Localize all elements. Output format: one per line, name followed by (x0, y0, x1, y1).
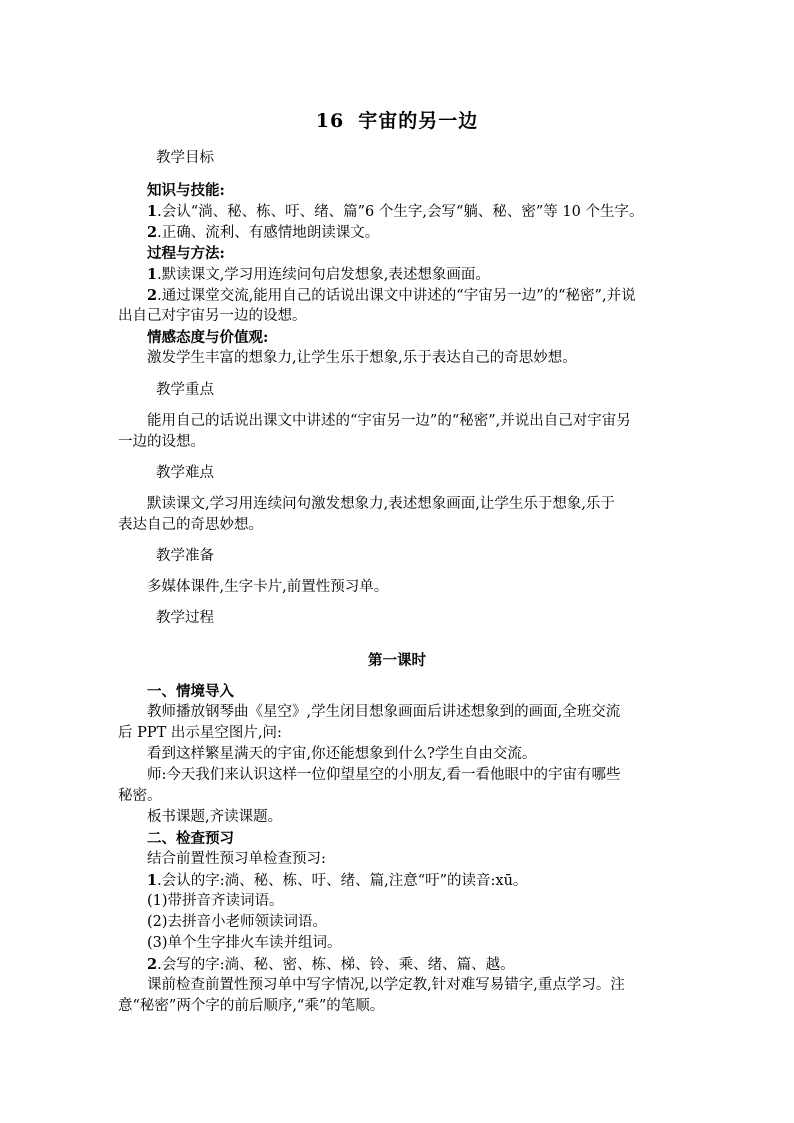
section-2-sub-b: (2)去拼音小老师领读词语。 (147, 914, 328, 930)
title-text: 宇宙的另一边 (358, 110, 479, 132)
process-item-1 (147, 264, 688, 286)
section-1-line: 板书课题,齐读课题。 (147, 809, 283, 825)
item-text: .会认“淌、秘、栋、吁、绪、篇”6 个生字,会写“躺、秘、密”等 10 个生字。 (157, 204, 644, 220)
page-title (0, 106, 794, 133)
heading-preparation: 教学准备 (156, 548, 214, 564)
knowledge-item-1 (147, 201, 688, 223)
item-text: .默读课文,学习用连续问句启发想象,表述想象画面。 (157, 267, 490, 283)
section-1-line: 看到这样繁星满天的宇宙,你还能想象到什么?学生自由交流。 (147, 746, 537, 762)
item-text: .通过课堂交流,能用自己的话说出课文中讲述的“宇宙另一边”的“秘密”,并说 (157, 288, 636, 304)
item-text: .会认的字:淌、秘、栋、吁、绪、篇,注意“吁”的读音:xū。 (157, 873, 528, 889)
emotion-text: 激发学生丰富的想象力,让学生乐于想象,乐于表达自己的奇思妙想。 (147, 350, 577, 366)
item-text: .正确、流利、有感情地朗读课文。 (157, 225, 380, 241)
item-number: 1 (147, 872, 158, 889)
section-1-line: 秘密。 (118, 788, 162, 804)
heading-process: 教学过程 (156, 610, 214, 626)
item-text: .会写的字:淌、秘、密、栋、梯、铃、乘、绪、篇、越。 (157, 957, 515, 973)
section-1-line: 后 PPT 出示星空图片,问: (118, 725, 282, 741)
section-1-line: 师:今天我们来认识这样一位仰望星空的小朋友,看一看他眼中的宇宙有哪些 (147, 767, 621, 783)
item-number: 2 (147, 287, 158, 304)
knowledge-item-2 (147, 222, 688, 244)
key-text-cont: 一边的设想。 (118, 434, 205, 450)
process-item-2 (147, 285, 688, 307)
section-2-sub-a: (1)带拼音齐读词语。 (147, 893, 284, 909)
section-2-line: 结合前置性预习单检查预习: (147, 851, 326, 867)
section-2-sub-c: (3)单个生字排火车读并组词。 (147, 935, 342, 951)
preparation-text: 多媒体课件,生字卡片,前置性预习单。 (147, 579, 389, 595)
emotion-label: 情感态度与价值观: (147, 329, 269, 346)
section-2-heading: 二、检查预习 (147, 830, 234, 847)
process-label: 过程与方法: (147, 245, 225, 262)
section-2-item-2 (147, 954, 688, 976)
process-item-2-cont: 出自己对宇宙另一边的设想。 (118, 308, 307, 324)
difficult-text: 默读课文,学习用连续问句激发想象力,表述想象画面,让学生乐于想象,乐于 (147, 496, 615, 512)
key-text: 能用自己的话说出课文中讲述的“宇宙另一边”的“秘密”,并说出自己对宇宙另 (147, 413, 631, 429)
section-2-item-1 (147, 870, 688, 892)
difficult-text-cont: 表达自己的奇思妙想。 (118, 517, 263, 533)
section-2-line: 课前检查前置性预习单中写字情况,以学定教,针对难写易错字,重点学习。注 (147, 977, 625, 993)
section-1-heading: 一、情境导入 (147, 683, 234, 700)
heading-key-points: 教学重点 (156, 382, 214, 398)
item-number: 1 (147, 203, 158, 220)
item-number: 1 (147, 266, 158, 283)
section-1-line: 教师播放钢琴曲《星空》,学生闭目想象画面后讲述想象到的画面,全班交流 (147, 704, 621, 720)
heading-objectives: 教学目标 (156, 150, 214, 166)
heading-difficult-points: 教学难点 (156, 465, 214, 481)
title-number: 16 (315, 110, 345, 132)
knowledge-label: 知识与技能: (147, 182, 225, 199)
lesson-heading: 第一课时 (368, 652, 426, 669)
item-number: 2 (147, 224, 158, 241)
item-number: 2 (147, 956, 158, 973)
section-2-line: 意“秘密”两个字的前后顺序,“乘”的笔顺。 (118, 998, 385, 1014)
